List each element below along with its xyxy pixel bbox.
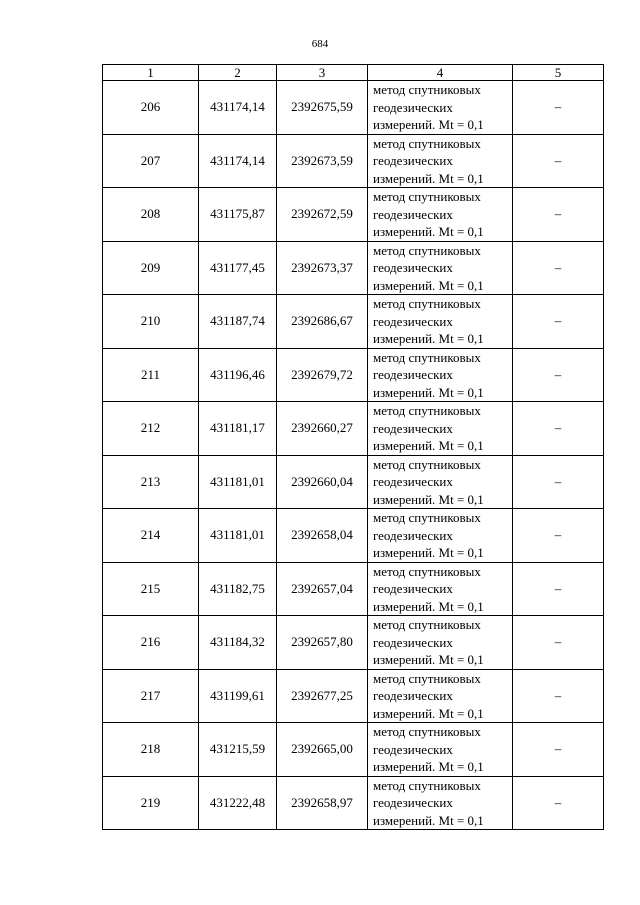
note-cell: – [513, 402, 604, 456]
table-row [103, 669, 604, 723]
method-description [368, 295, 513, 349]
coordinate-x: 431182,75 [199, 562, 277, 616]
table-row [103, 562, 604, 616]
method-line: измерений. Mt = 0,1 [373, 438, 484, 453]
method-description [368, 81, 513, 135]
method-line: метод спутниковых [373, 135, 481, 151]
method-line: измерений. Mt = 0,1 [373, 598, 484, 614]
note-cell: – [513, 723, 604, 777]
note-cell: – [513, 616, 604, 670]
method-line: измерений. Mt = 0,1 [373, 705, 484, 721]
point-number: 213 [103, 455, 199, 509]
coordinate-x: 431222,48 [199, 776, 277, 830]
method-description [368, 562, 513, 616]
note-cell: – [513, 241, 604, 295]
point-number: 206 [103, 81, 199, 135]
method-line: измерений. Mt = 0,1 [373, 491, 484, 507]
note-cell: – [513, 348, 604, 402]
method-line: геодезических [373, 688, 453, 703]
table-row [103, 616, 604, 670]
method-line: метод спутниковых [373, 510, 481, 525]
method-line: геодезических [373, 741, 453, 757]
point-number: 216 [103, 616, 199, 670]
method-description [368, 402, 513, 456]
coordinate-y: 2392660,27 [277, 402, 368, 456]
coordinate-x: 431175,87 [199, 188, 277, 242]
coordinate-x: 431187,74 [199, 295, 277, 349]
point-number: 210 [103, 295, 199, 349]
table-row [103, 81, 604, 135]
method-line: метод спутниковых [373, 82, 481, 97]
coordinate-y: 2392657,04 [277, 562, 368, 616]
coordinate-y: 2392673,37 [277, 241, 368, 295]
note-cell: – [513, 562, 604, 616]
coordinate-x: 431181,17 [199, 402, 277, 456]
method-line: измерений. Mt = 0,1 [373, 277, 484, 293]
coordinate-x: 431215,59 [199, 723, 277, 777]
method-line: геодезических [373, 795, 453, 810]
note-cell: – [513, 295, 604, 349]
table-row [103, 241, 604, 295]
method-line: измерений. Mt = 0,1 [373, 759, 484, 774]
method-line: геодезических [373, 367, 453, 382]
note-cell: – [513, 776, 604, 830]
table-row [103, 455, 604, 509]
method-description [368, 776, 513, 830]
note-cell: – [513, 455, 604, 509]
method-line: измерений. Mt = 0,1 [373, 652, 484, 667]
method-line: измерений. Mt = 0,1 [373, 224, 484, 239]
point-number: 218 [103, 723, 199, 777]
method-line: метод спутниковых [373, 242, 481, 258]
method-description [368, 188, 513, 242]
column-header-5: 5 [513, 65, 604, 81]
table-row [103, 776, 604, 830]
note-cell: – [513, 509, 604, 563]
coordinate-y: 2392658,97 [277, 776, 368, 830]
coordinate-y: 2392660,04 [277, 455, 368, 509]
method-line: геодезических [373, 313, 453, 329]
method-line: метод спутниковых [373, 189, 481, 204]
coordinate-y: 2392665,00 [277, 723, 368, 777]
method-description [368, 509, 513, 563]
coordinate-x: 431181,01 [199, 509, 277, 563]
point-number: 215 [103, 562, 199, 616]
method-line: геодезических [373, 420, 453, 436]
point-number: 211 [103, 348, 199, 402]
table-header-row [103, 65, 604, 81]
method-line: метод спутниковых [373, 403, 481, 418]
coordinate-x: 431196,46 [199, 348, 277, 402]
coordinate-y: 2392677,25 [277, 669, 368, 723]
coordinate-x: 431199,61 [199, 669, 277, 723]
method-line: метод спутниковых [373, 296, 481, 311]
method-line: измерений. Mt = 0,1 [373, 545, 484, 560]
coordinate-y: 2392673,59 [277, 134, 368, 188]
method-description [368, 134, 513, 188]
coordinate-x: 431174,14 [199, 81, 277, 135]
coordinate-y: 2392675,59 [277, 81, 368, 135]
method-description [368, 455, 513, 509]
method-line: измерений. Mt = 0,1 [373, 117, 484, 132]
method-line: метод спутниковых [373, 777, 481, 793]
note-cell: – [513, 188, 604, 242]
column-header-2: 2 [199, 65, 277, 81]
method-line: измерений. Mt = 0,1 [373, 170, 484, 186]
method-description [368, 616, 513, 670]
method-line: метод спутниковых [373, 724, 481, 739]
point-number: 209 [103, 241, 199, 295]
page-number: 684 [311, 38, 329, 50]
column-header-3: 3 [277, 65, 368, 81]
method-line: геодезических [373, 581, 453, 596]
coordinate-x: 431177,45 [199, 241, 277, 295]
method-line: геодезических [373, 153, 453, 168]
table-body [103, 81, 604, 830]
coordinate-x: 431181,01 [199, 455, 277, 509]
coordinate-y: 2392657,80 [277, 616, 368, 670]
method-line: геодезических [373, 206, 453, 222]
method-line: метод спутниковых [373, 349, 481, 365]
note-cell: – [513, 134, 604, 188]
coordinate-y: 2392672,59 [277, 188, 368, 242]
point-number: 212 [103, 402, 199, 456]
note-cell: – [513, 669, 604, 723]
coordinate-y: 2392686,67 [277, 295, 368, 349]
method-line: измерений. Mt = 0,1 [373, 331, 484, 346]
table-row [103, 348, 604, 402]
method-line: геодезических [373, 527, 453, 543]
column-header-4: 4 [368, 65, 513, 81]
table-row [103, 188, 604, 242]
point-number: 207 [103, 134, 199, 188]
method-description [368, 669, 513, 723]
method-line: метод спутниковых [373, 563, 481, 579]
coordinate-y: 2392679,72 [277, 348, 368, 402]
column-header-1: 1 [103, 65, 199, 81]
method-line: измерений. Mt = 0,1 [373, 812, 484, 828]
method-line: метод спутниковых [373, 617, 481, 632]
coordinates-table [102, 64, 604, 830]
point-number: 208 [103, 188, 199, 242]
coordinate-x: 431184,32 [199, 616, 277, 670]
table-row [103, 723, 604, 777]
method-line: геодезических [373, 99, 453, 115]
point-number: 214 [103, 509, 199, 563]
point-number: 219 [103, 776, 199, 830]
point-number: 217 [103, 669, 199, 723]
table-row [103, 134, 604, 188]
method-description [368, 723, 513, 777]
method-line: геодезических [373, 634, 453, 650]
method-line: метод спутниковых [373, 456, 481, 472]
method-line: метод спутниковых [373, 670, 481, 686]
method-line: геодезических [373, 474, 453, 489]
table-row [103, 402, 604, 456]
note-cell: – [513, 81, 604, 135]
coordinate-x: 431174,14 [199, 134, 277, 188]
method-line: измерений. Mt = 0,1 [373, 384, 484, 400]
table-row [103, 295, 604, 349]
coordinate-y: 2392658,04 [277, 509, 368, 563]
table-row [103, 509, 604, 563]
method-line: геодезических [373, 260, 453, 275]
method-description [368, 348, 513, 402]
method-description [368, 241, 513, 295]
